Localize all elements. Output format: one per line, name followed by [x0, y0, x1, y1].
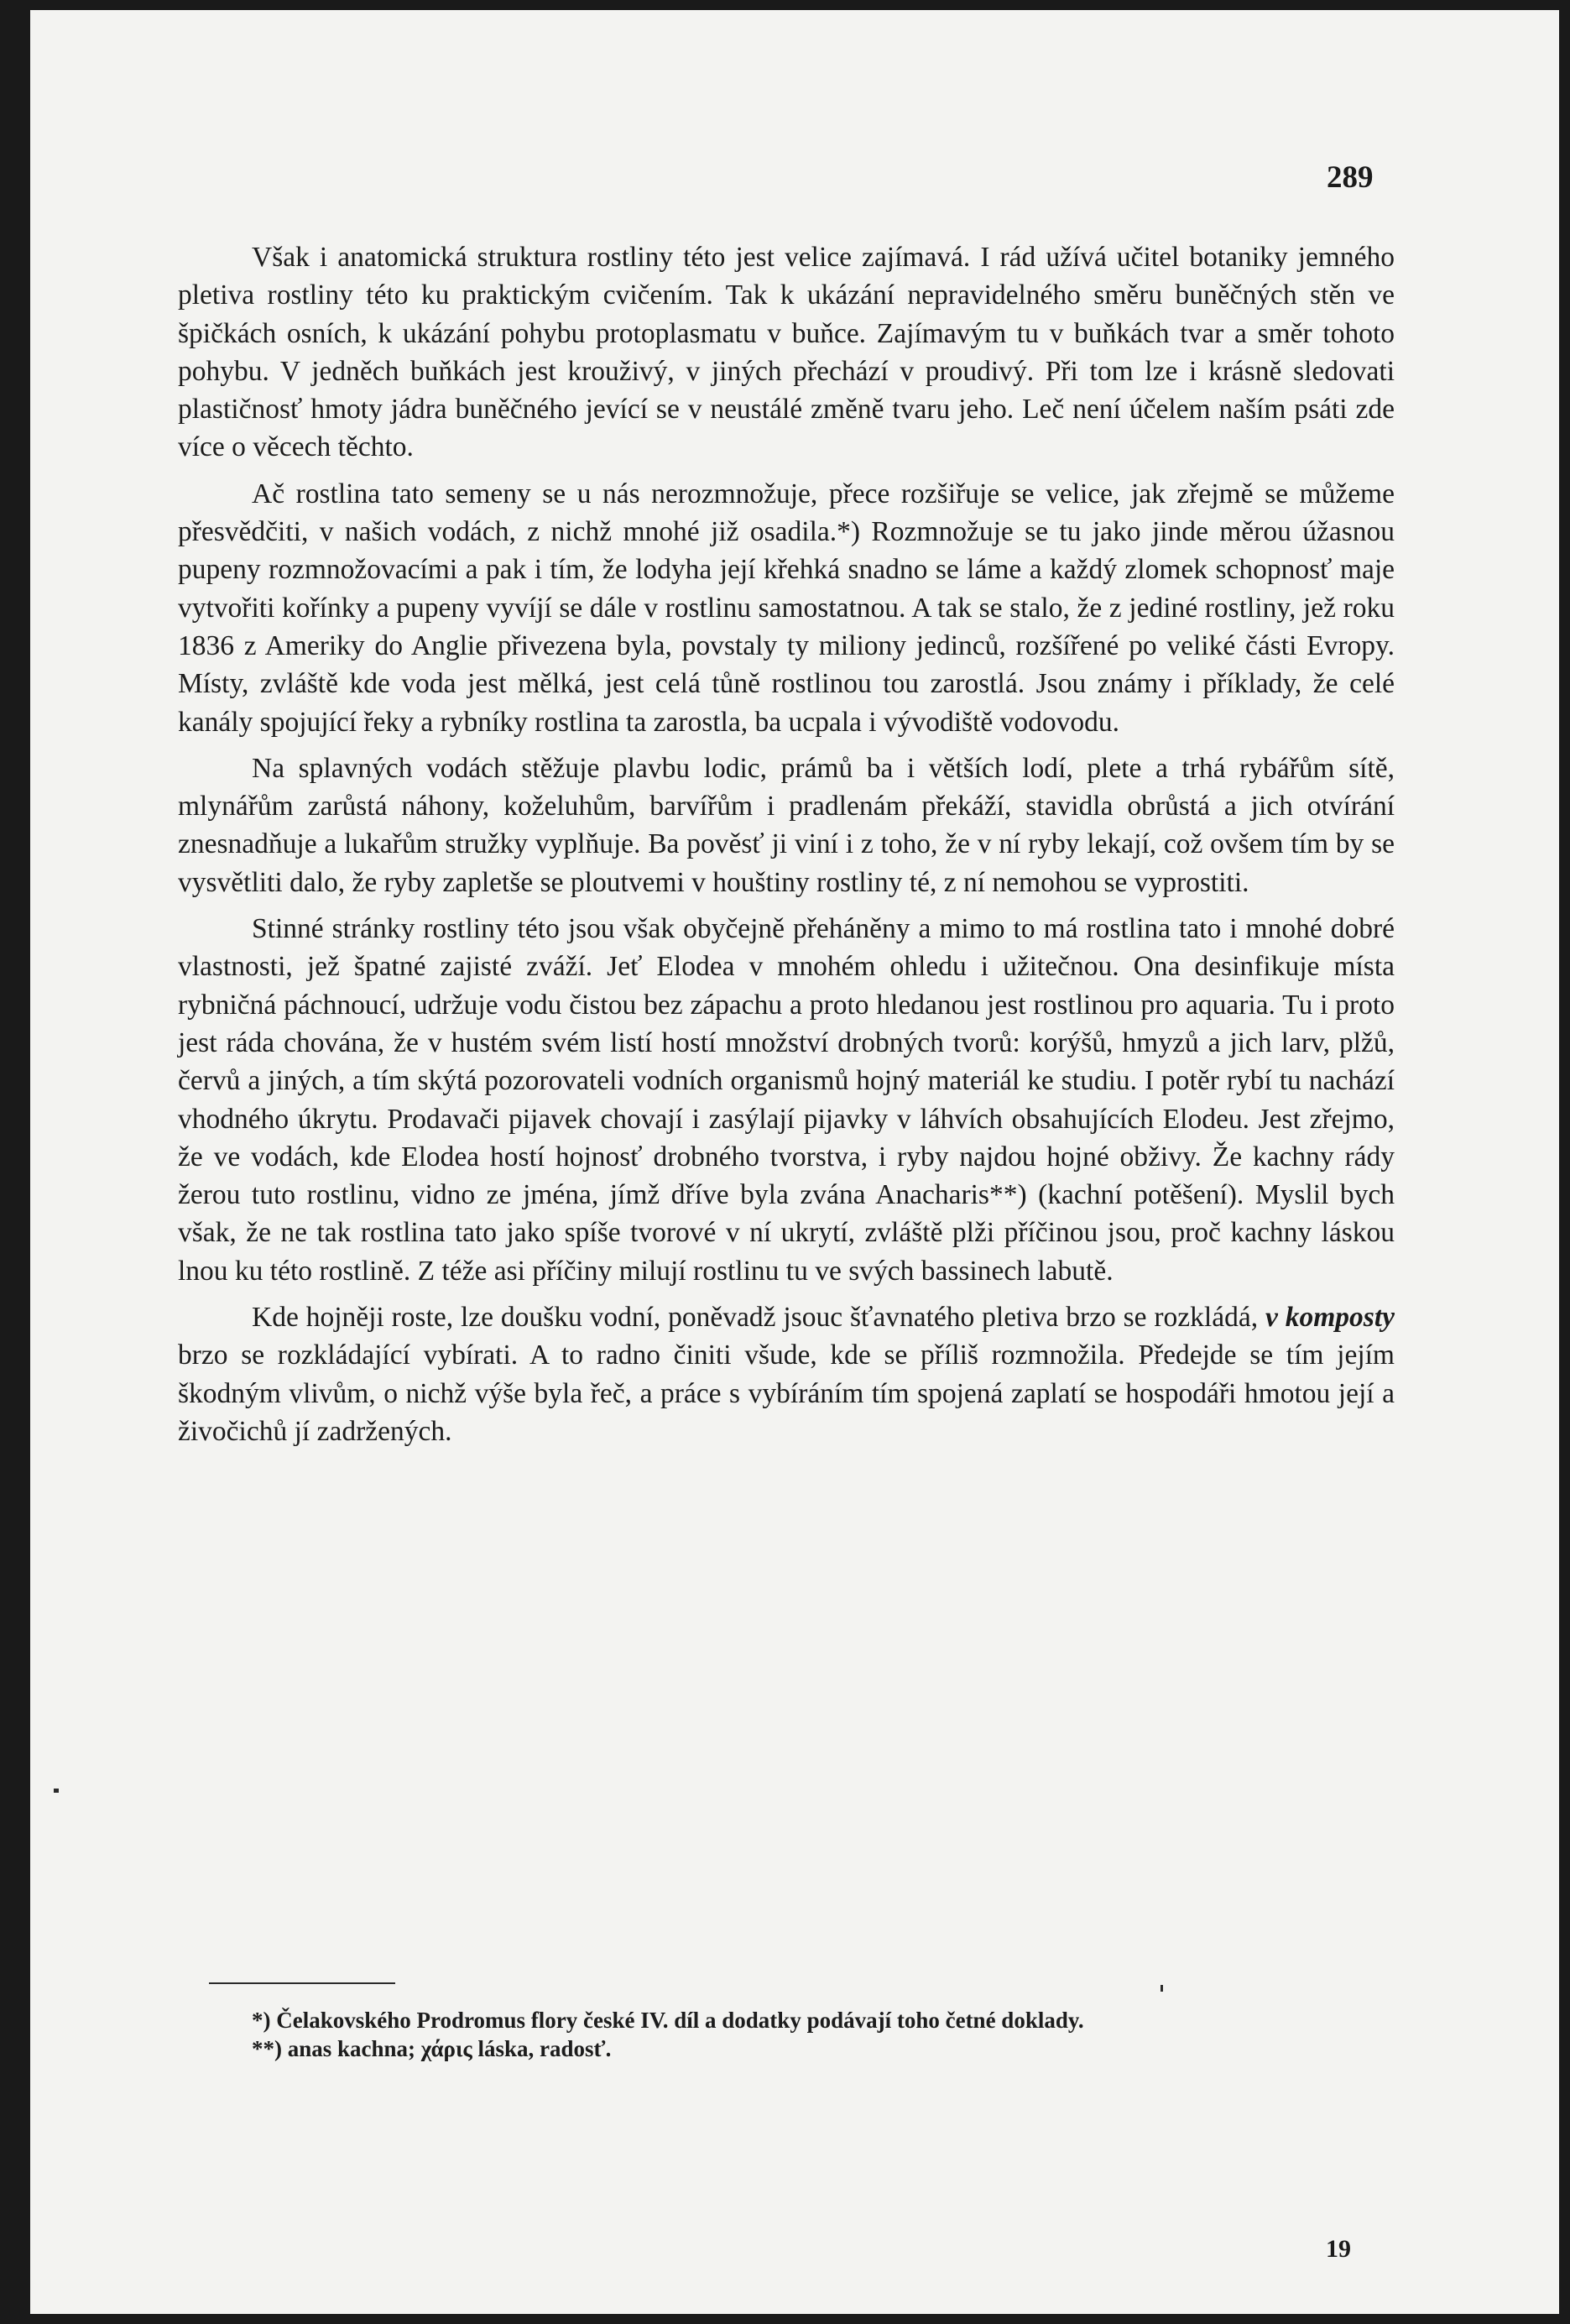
footnotes	[178, 2006, 1395, 2063]
paragraph-text: brzo se rozkládající vybírati. A to radno činiti všude, kde se příliš rozmnožila. Předejde se tím jejím škodným vlivům, o nichž výše byla řeč, a práce s vybíráním tím spojená zaplatí se hospodáři hmotou její a živočichů jí zadržených.	[178, 1340, 1395, 1447]
paragraph: Ač rostlina tato semeny se u nás nerozmnožuje, přece rozšiřuje se velice, jak zřejmě se můžeme přesvědčiti, v našich vodách, z nichž mnohé již osadila.*) Rozmnožuje se tu jako jinde měrou úžasnou pupeny rozmnožovacími a pak i tím, že lodyha její křehká snadno se láme a každý zlomek schopnosť maje vytvořiti kořínky a pupeny vyvíjí se dále v rostlinu samostatnou. A tak se stalo, že z jediné rostliny, jež roku 1836 z Ameriky do Anglie přivezena byla, povstaly ty miliony jedinců, rozšířené po veliké části Evropy. Místy, zvláště kde voda jest mělká, jest celá tůně rostlinou tou zarostlá. Jsou známy i příklady, že celé kanály spojující řeky a rybníky rostlina ta zarostla, ba ucpala i vývodiště vodovodu.	[178, 478, 1395, 738]
print-mark	[1161, 1985, 1163, 1992]
paragraph: Však i anatomická struktura rostliny této jest velice zajímavá. I rád užívá učitel botaniky jemného pletiva rostliny této ku praktickým cvičením. Tak k ukázání nepravidelného směru buněčných stěn ve špičkách osních, k ukázání pohybu protoplasmatu v buňce. Zajímavým tu v buňkách tvar a směr tohoto pohybu. V jedněch buňkách jest krouživý, v jiných přechází v proudivý. Při tom lze i krásně sledovati plastičnosť hmoty jádra buněčného jevící se v neustálé změně tvaru jeho. Leč není účelem naším psáti zde více o věcech těchto.	[178, 242, 1395, 463]
footnote-divider	[209, 1982, 395, 1984]
paragraph-last	[178, 1298, 1395, 1450]
print-mark	[54, 1789, 59, 1793]
footnote: **) anas kachna; χάρις láska, radosť.	[252, 2036, 612, 2061]
page-number: 289	[1327, 160, 1374, 195]
signature-mark: 19	[1326, 2235, 1351, 2263]
emphasis-text: v komposty	[1265, 1302, 1395, 1334]
book-page	[30, 10, 1559, 2314]
body-text	[178, 238, 1395, 1450]
footnote: *) Čelakovského Prodromus flory české IV. díl a dodatky podávají toho četné doklady.	[252, 2008, 1084, 2033]
paragraph-text: Kde hojněji roste, lze doušku vodní, poněvadž jsouc šťavnatého pletiva brzo se rozkládá,	[252, 1302, 1265, 1334]
paragraph: Stinné stránky rostliny této jsou však obyčejně přeháněny a mimo to má rostlina tato i mnohé dobré vlastnosti, jež špatné zajisté zváží. Jeť Elodea v mnohém ohledu i užitečnou. Ona desinfikuje místa rybničná páchnoucí, udržuje vodu čistou bez zápachu a proto hledanou jest rostlinou pro aquaria. Tu i proto jest ráda chována, že v hustém svém listí hostí množství drobných tvorů: korýšů, hmyzů a jich larv, plžů, červů a jiných, a tím skýtá pozorovateli vodních organismů hojný materiál ke studiu. I potěr rybí tu nachází vhodného úkrytu. Prodavači pijavek chovají i zasýlají pijavky v láhvích obsahujících Elodeu. Jest zřejmo, že ve vodách, kde Elodea hostí hojnosť drobného tvorstva, i ryby najdou hojné obživy. Že kachny rády žerou tuto rostlinu, vidno ze jména, jímž dříve byla zvána Anacharis**) (kachní potěšení). Myslil bych však, že ne tak rostlina tato jako spíše tvorové v ní ukrytí, zvláště plži příčinou jsou, proč kachny láskou lnou ku této rostlině. Z téže asi příčiny milují rostlinu tu ve svých bassinech labutě.	[178, 913, 1395, 1287]
paragraph: Na splavných vodách stěžuje plavbu lodic, prámů ba i větších lodí, plete a trhá rybářům sítě, mlynářům zarůstá náhony, koželuhům, barvířům i pradlenám překáží, stavidla obrůstá a jich otvírání znesnadňuje a lukařům stružky vyplňuje. Ba pověsť ji viní i z toho, že v ní ryby lekají, což ovšem tím by se vysvětliti dalo, že ryby zapletše se ploutvemi v houštiny rostliny té, z ní nemohou se vyprostiti.	[178, 752, 1395, 898]
